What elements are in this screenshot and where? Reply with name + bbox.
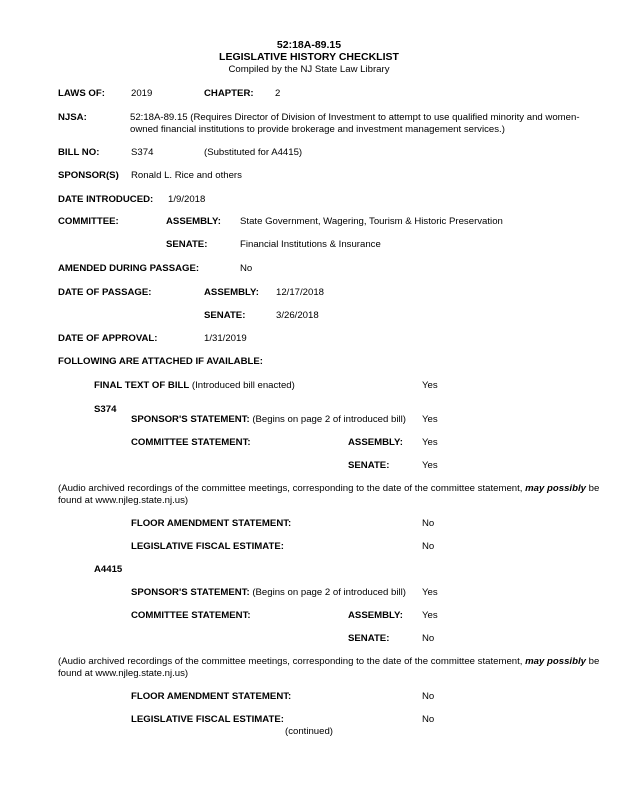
sponsors-value: Ronald L. Rice and others xyxy=(131,170,242,181)
statute-number: 52:18A-89.15 xyxy=(276,39,342,51)
final-text-value: Yes xyxy=(422,380,438,391)
s374-floor-amendment-value: No xyxy=(422,518,435,529)
final-text-row xyxy=(94,380,295,392)
laws-of-label: LAWS OF: xyxy=(58,88,105,99)
a4415-heading: A4415 xyxy=(94,564,123,575)
a4415-audio-note-text: (Audio archived recordings of the committee meetings, corresponding to the date of the committee statement, xyxy=(58,656,523,667)
page-title: LEGISLATIVE HISTORY CHECKLIST xyxy=(219,51,399,63)
a4415-audio-note-emphasis: may possibly xyxy=(525,656,586,667)
s374-audio-note-link: be found at www.njleg.state.nj.us) xyxy=(58,483,600,506)
compiled-by: Compiled by the NJ State Law Library xyxy=(228,64,390,75)
bill-no-value: S374 xyxy=(131,147,154,158)
s374-sponsor-statement-value: Yes xyxy=(422,414,438,425)
njsa-label: NJSA: xyxy=(58,112,87,123)
final-text-label: FINAL TEXT OF BILL xyxy=(94,380,190,391)
continued-note: (continued) xyxy=(285,726,333,737)
date-of-passage-label: DATE OF PASSAGE: xyxy=(58,287,152,298)
committee-senate-value: Financial Institutions & Insurance xyxy=(240,239,381,250)
s374-audio-note xyxy=(58,483,603,506)
amended-value: No xyxy=(240,263,253,274)
s374-assembly-label: ASSEMBLY: xyxy=(348,437,403,448)
s374-senate-label: SENATE: xyxy=(348,460,390,471)
chapter-label: CHAPTER: xyxy=(204,88,254,99)
a4415-committee-statement-label: COMMITTEE STATEMENT: xyxy=(131,610,251,621)
committee-assembly-label: ASSEMBLY: xyxy=(166,216,221,227)
attached-heading: FOLLOWING ARE ATTACHED IF AVAILABLE: xyxy=(58,356,263,367)
a4415-assembly-label: ASSEMBLY: xyxy=(348,610,403,621)
a4415-floor-amendment-value: No xyxy=(422,691,435,702)
passage-assembly-label: ASSEMBLY: xyxy=(204,287,259,298)
s374-fiscal-estimate-label: LEGISLATIVE FISCAL ESTIMATE: xyxy=(131,541,284,552)
laws-of-value: 2019 xyxy=(131,88,153,99)
final-text-note: (Introduced bill enacted) xyxy=(191,380,295,391)
a4415-sponsor-statement-note: (Begins on page 2 of introduced bill) xyxy=(252,587,406,598)
a4415-audio-note xyxy=(58,656,603,679)
s374-heading: S374 xyxy=(94,404,117,415)
a4415-fiscal-estimate-value: No xyxy=(422,714,435,725)
a4415-sponsor-statement-row xyxy=(131,587,406,599)
committee-label: COMMITTEE: xyxy=(58,216,119,227)
passage-senate-value: 3/26/2018 xyxy=(276,310,319,321)
committee-assembly-value: State Government, Wagering, Tourism & Historic Preservation xyxy=(240,216,503,227)
s374-assembly-value: Yes xyxy=(422,437,438,448)
sponsors-label: SPONSOR(S) xyxy=(58,170,119,181)
date-introduced-label: DATE INTRODUCED: xyxy=(58,194,154,205)
s374-sponsor-statement-label: SPONSOR'S STATEMENT: xyxy=(131,414,250,425)
a4415-senate-value: No xyxy=(422,633,435,644)
bill-no-label: BILL NO: xyxy=(58,147,100,158)
s374-committee-statement-label: COMMITTEE STATEMENT: xyxy=(131,437,251,448)
passage-senate-label: SENATE: xyxy=(204,310,246,321)
s374-floor-amendment-label: FLOOR AMENDMENT STATEMENT: xyxy=(131,518,292,529)
s374-senate-value: Yes xyxy=(422,460,438,471)
a4415-assembly-value: Yes xyxy=(422,610,438,621)
date-of-approval-label: DATE OF APPROVAL: xyxy=(58,333,158,344)
njsa-value: 52:18A-89.15 (Requires Director of Division of Investment to attempt to use qualified minority and women-owned financial institutions to provide brokerage and investment management services.) xyxy=(130,112,580,135)
amended-label: AMENDED DURING PASSAGE: xyxy=(58,263,200,274)
s374-audio-note-text: (Audio archived recordings of the committee meetings, corresponding to the date of the committee statement, xyxy=(58,483,523,494)
bill-substituted-note: (Substituted for A4415) xyxy=(204,147,303,158)
passage-assembly-value: 12/17/2018 xyxy=(276,287,325,298)
s374-sponsor-statement-row xyxy=(131,414,406,426)
s374-fiscal-estimate-value: No xyxy=(422,541,435,552)
a4415-fiscal-estimate-label: LEGISLATIVE FISCAL ESTIMATE: xyxy=(131,714,284,725)
s374-sponsor-statement-note: (Begins on page 2 of introduced bill) xyxy=(252,414,406,425)
chapter-value: 2 xyxy=(275,88,281,99)
a4415-audio-note-link: be found at www.njleg.state.nj.us) xyxy=(58,656,600,679)
a4415-senate-label: SENATE: xyxy=(348,633,390,644)
a4415-floor-amendment-label: FLOOR AMENDMENT STATEMENT: xyxy=(131,691,292,702)
a4415-sponsor-statement-value: Yes xyxy=(422,587,438,598)
date-introduced-value: 1/9/2018 xyxy=(168,194,206,205)
a4415-sponsor-statement-label: SPONSOR'S STATEMENT: xyxy=(131,587,250,598)
committee-senate-label: SENATE: xyxy=(166,239,208,250)
date-of-approval-value: 1/31/2019 xyxy=(204,333,247,344)
s374-audio-note-emphasis: may possibly xyxy=(525,483,586,494)
